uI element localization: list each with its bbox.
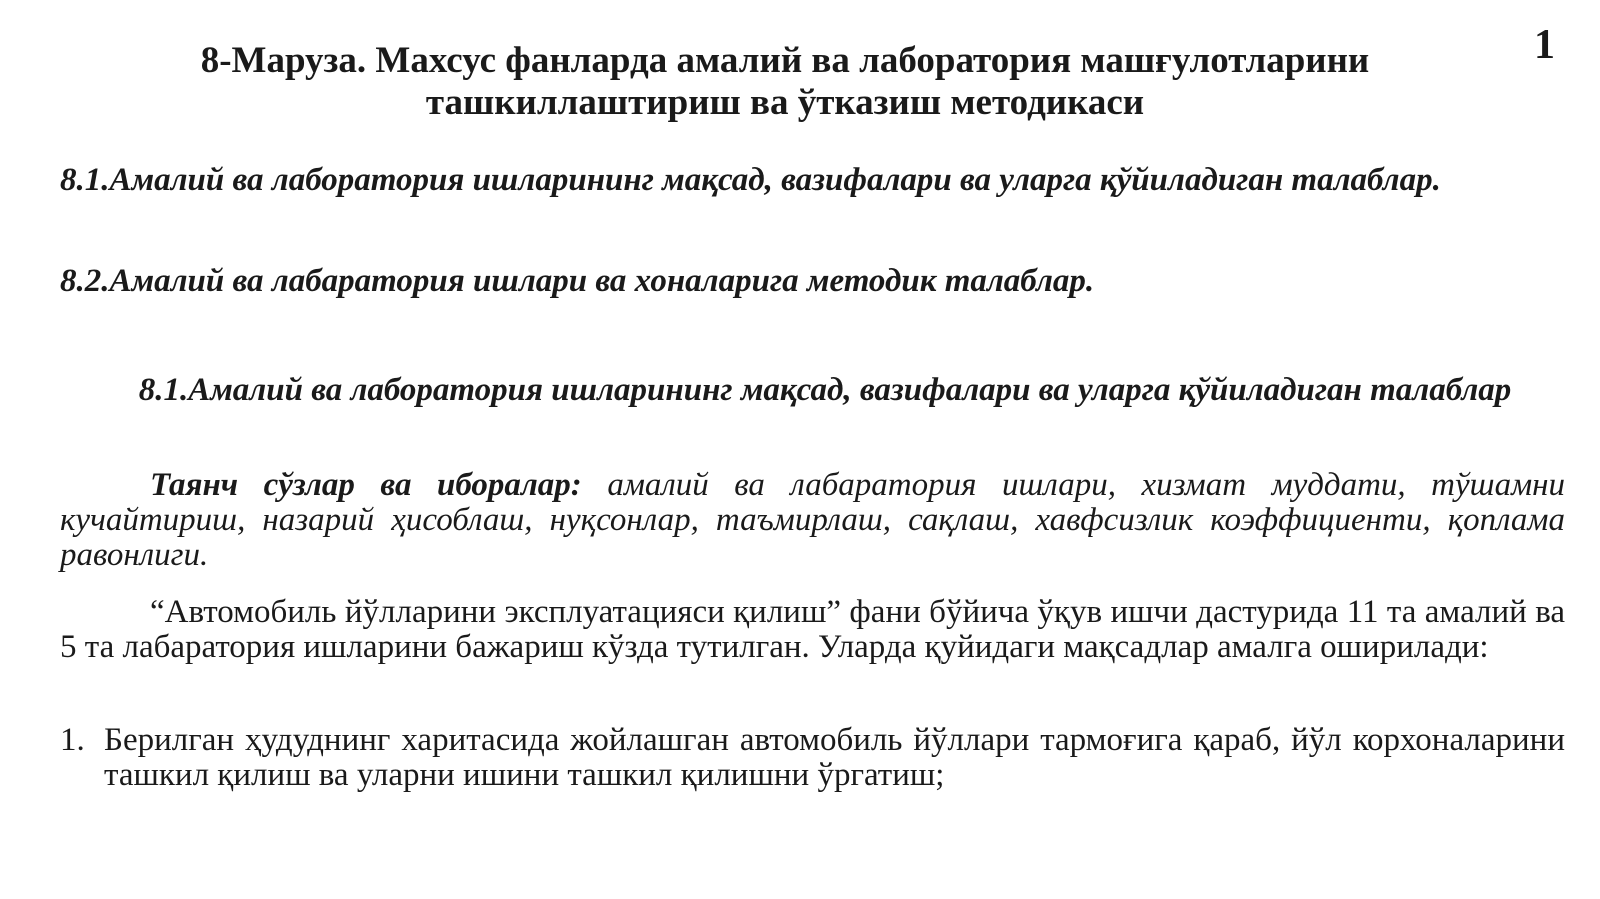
intro-paragraph: “Автомобиль йўлларини эксплуатацияси қилиш” фани бўйича ўқув ишчи дастурида 11 та амалий ва 5 та лабаратория ишларини бажариш кўзда тутилган. Уларда қуйидаги мақсадлар амалга оширилади: [60, 594, 1565, 665]
list-item-number: 1. [60, 722, 85, 758]
page-number: 1 [1534, 22, 1555, 68]
list-item-text: Берилган ҳудуднинг харитасида жойлашган автомобиль йўллари тармоғига қараб, йўл корхоналарини ташкил қилиш ва уларни ишини ташкил қилишни ўргатиш; [104, 722, 1565, 793]
keywords-label: Таянч сўзлар ва иборалар: [150, 467, 582, 503]
keywords-text: амалий ва лабаратория ишлари, хизмат муддати, тўшамни кучайтириш, назарий ҳисоблаш, нуқсонлар, таъмирлаш, сақлаш, хавфсизлик коэффициенти, қоплама равонлиги. [60, 467, 1566, 573]
keywords-paragraph [60, 468, 1565, 573]
goals-list [60, 723, 1565, 793]
outline-item-2: 8.2.Амалий ва лабаратория ишлари ва хоналарига методик талаблар. [60, 263, 1095, 299]
lecture-title: 8-Маруза. Махсус фанларда амалий ва лаборатория машғулотларини ташкиллаштириш ва ўтказиш методикаси [200, 40, 1370, 123]
list-item [60, 723, 1565, 793]
outline-item-1: 8.1.Амалий ва лаборатория ишларининг мақсад, вазифалари ва уларга қўйиладиган талаблар. [60, 162, 1441, 198]
section-title: 8.1.Амалий ва лаборатория ишларининг мақсад, вазифалари ва уларга қўйиладиган талаблар [138, 372, 1512, 408]
